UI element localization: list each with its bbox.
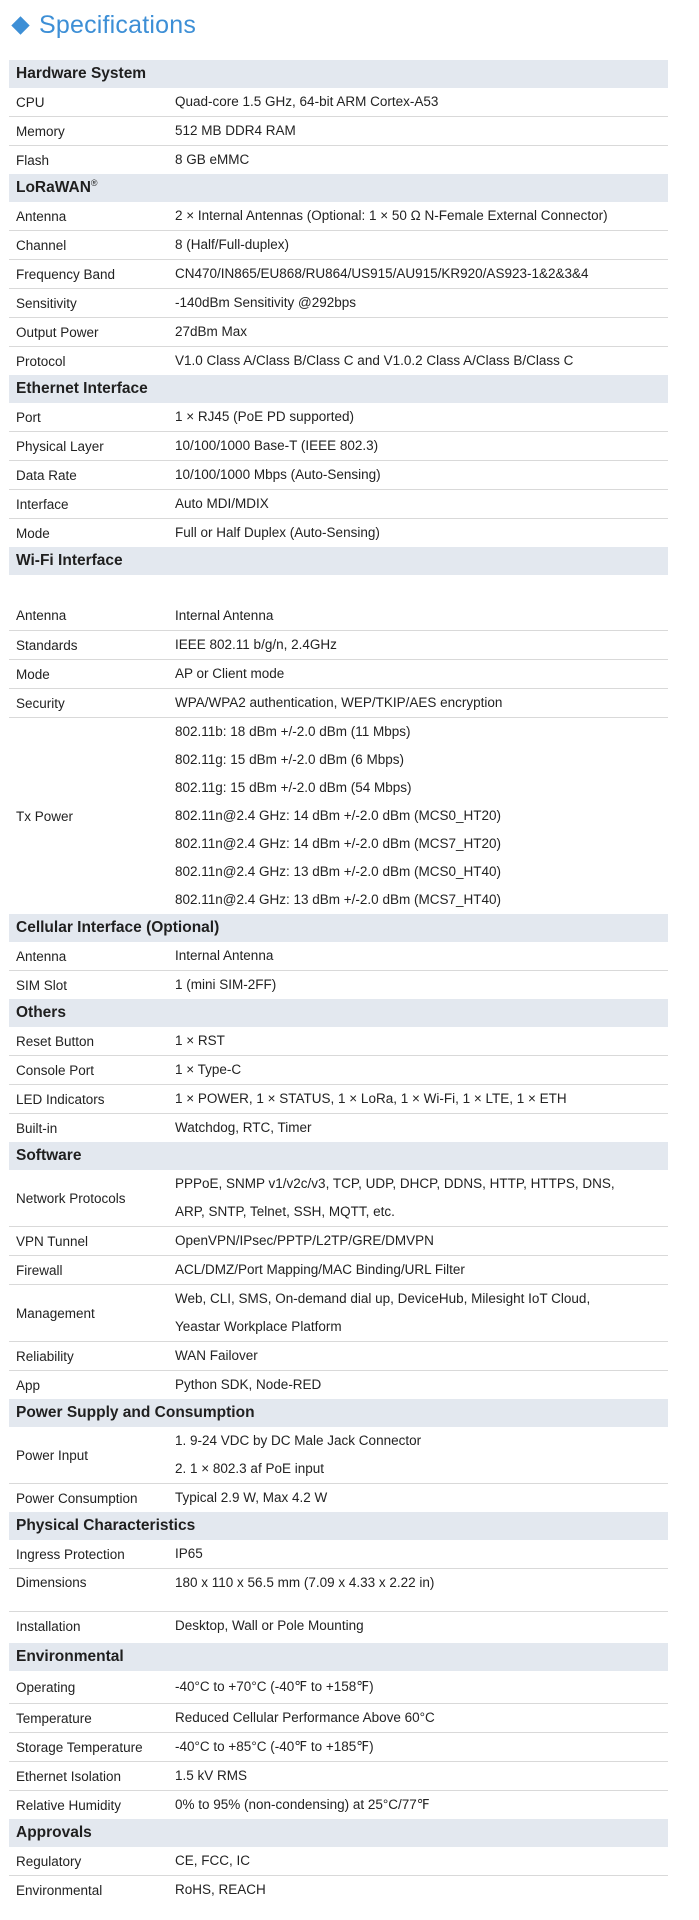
spec-value: ACL/DMZ/Port Mapping/MAC Binding/URL Filter (175, 1262, 465, 1277)
spec-label: App (16, 1377, 41, 1393)
spec-row (9, 1540, 668, 1569)
spec-label: Built-in (16, 1120, 58, 1136)
spec-value: Typical 2.9 W, Max 4.2 W (175, 1490, 328, 1505)
spec-value: Yeastar Workplace Platform (175, 1319, 342, 1334)
spec-row (9, 1085, 668, 1114)
spec-value: Reduced Cellular Performance Above 60°C (175, 1710, 435, 1725)
spec-value: 0% to 95% (non-condensing) at 25°C/77℉ (175, 1797, 430, 1812)
spec-value: V1.0 Class A/Class B/Class C and V1.0.2 Class A/Class B/Class C (175, 353, 574, 368)
section-header-software: Software (9, 1142, 668, 1170)
section-header-power: Power Supply and Consumption (9, 1399, 668, 1427)
spec-row (9, 1342, 668, 1371)
section-header-others: Others (9, 999, 668, 1027)
spec-row (9, 631, 668, 660)
spec-value: 1 × RST (175, 1033, 225, 1048)
spec-label: Console Port (16, 1062, 95, 1078)
tx-power-value: 802.11n@2.4 GHz: 14 dBm +/-2.0 dBm (MCS7_HT20) (175, 836, 501, 851)
spec-row (9, 347, 668, 375)
tx-power-value: 802.11g: 15 dBm +/-2.0 dBm (54 Mbps) (175, 780, 412, 795)
spec-label: Reset Button (16, 1033, 95, 1049)
spec-label: Memory (16, 123, 65, 139)
spec-label: Mode (16, 525, 50, 541)
spec-value: Internal Antenna (175, 948, 274, 963)
spec-table (9, 60, 668, 1904)
spec-row (9, 318, 668, 347)
spec-value: 1. 9-24 VDC by DC Male Jack Connector (175, 1433, 422, 1448)
spec-row (9, 1569, 668, 1612)
spec-row (9, 1114, 668, 1142)
spec-label: Output Power (16, 324, 99, 340)
spec-value: 8 (Half/Full-duplex) (175, 237, 290, 252)
spec-label: Channel (16, 237, 67, 253)
spec-value: -140dBm Sensitivity @292bps (175, 295, 357, 310)
spec-row (9, 202, 668, 231)
tx-power-value: 802.11b: 18 dBm +/-2.0 dBm (11 Mbps) (175, 724, 411, 739)
spec-label: Environmental (16, 1882, 103, 1898)
spec-label: Standards (16, 637, 78, 653)
spec-value: RoHS, REACH (175, 1882, 266, 1897)
spec-label: Protocol (16, 353, 66, 369)
spec-label: SIM Slot (16, 977, 68, 993)
spec-row (9, 1762, 668, 1791)
section-header-hardware: Hardware System (9, 60, 668, 88)
spec-value: Desktop, Wall or Pole Mounting (175, 1618, 364, 1633)
spec-label: Storage Temperature (16, 1739, 143, 1755)
spec-row (9, 117, 668, 146)
spec-value: AP or Client mode (175, 666, 285, 681)
spec-row (9, 289, 668, 318)
spec-row (9, 1427, 668, 1484)
spec-label: Flash (16, 152, 50, 168)
spec-row (9, 1371, 668, 1399)
spec-row (9, 1733, 668, 1762)
spec-row (9, 1671, 668, 1704)
spec-value: 10/100/1000 Mbps (Auto-Sensing) (175, 467, 381, 482)
spec-row (9, 1227, 668, 1256)
spec-label: Ingress Protection (16, 1546, 125, 1562)
spec-label: Mode (16, 666, 50, 682)
spec-value: 180 x 110 x 56.5 mm (7.09 x 4.33 x 2.22 in) (175, 1575, 435, 1590)
tx-power-value: 802.11n@2.4 GHz: 13 dBm +/-2.0 dBm (MCS0_HT40) (175, 864, 501, 879)
section-header-cellular: Cellular Interface (Optional) (9, 914, 668, 942)
spec-value: -40°C to +85°C (-40℉ to +185℉) (175, 1739, 374, 1754)
section-header-ethernet: Ethernet Interface (9, 375, 668, 403)
spec-label: Interface (16, 496, 69, 512)
spec-label (9, 575, 175, 630)
spec-value: Full or Half Duplex (Auto-Sensing) (175, 525, 380, 540)
section-header-environmental: Environmental (9, 1643, 668, 1671)
spec-label: Sensitivity (16, 295, 77, 311)
spec-label: Temperature (16, 1710, 92, 1726)
spec-value: 512 MB DDR4 RAM (175, 123, 296, 138)
spec-row (9, 689, 668, 718)
spec-label: Firewall (16, 1262, 63, 1278)
spec-row (9, 146, 668, 174)
diamond-icon (11, 16, 29, 34)
spec-row-tx-power (9, 718, 668, 914)
spec-row (9, 1847, 668, 1876)
spec-value: 1 × POWER, 1 × STATUS, 1 × LoRa, 1 × Wi-Fi, 1 × LTE, 1 × ETH (175, 1091, 567, 1106)
spec-label: Regulatory (16, 1853, 82, 1869)
spec-row (9, 1170, 668, 1227)
spec-label: Data Rate (16, 467, 77, 483)
spec-value: PPPoE, SNMP v1/v2c/v3, TCP, UDP, DHCP, DDNS, HTTP, HTTPS, DNS, (175, 1176, 615, 1191)
spec-row (9, 575, 668, 631)
page-title: Specifications (39, 10, 197, 39)
spec-value: 1 × Type-C (175, 1062, 242, 1077)
spec-value: IP65 (175, 1546, 203, 1561)
spec-value: 2 × Internal Antennas (Optional: 1 × 50 Ω N-Female External Connector) (175, 208, 608, 223)
spec-row (9, 231, 668, 260)
section-header-lorawan (9, 174, 668, 202)
spec-value: 1.5 kV RMS (175, 1768, 248, 1783)
spec-label: VPN Tunnel (16, 1233, 89, 1249)
spec-value: 10/100/1000 Base-T (IEEE 802.3) (175, 438, 379, 453)
registered-mark: ® (90, 177, 98, 188)
spec-row (9, 432, 668, 461)
spec-value: CN470/IN865/EU868/RU864/US915/AU915/KR920/AS923-1&2&3&4 (175, 266, 589, 281)
spec-value: 1 × RJ45 (PoE PD supported) (175, 409, 354, 424)
spec-label: Management (16, 1305, 95, 1321)
spec-label: Antenna (16, 208, 67, 224)
spec-label: Network Protocols (16, 1190, 126, 1206)
section-header-physical: Physical Characteristics (9, 1512, 668, 1540)
section-header-wifi: Wi-Fi Interface (9, 547, 668, 575)
spec-row (9, 1256, 668, 1285)
spec-value: Internal Antenna (175, 608, 274, 623)
spec-label: LED Indicators (16, 1091, 105, 1107)
spec-row (9, 490, 668, 519)
spec-value: ARP, SNTP, Telnet, SSH, MQTT, etc. (175, 1204, 395, 1219)
spec-row (9, 1612, 668, 1640)
spec-row (9, 519, 668, 547)
spec-value: OpenVPN/IPsec/PPTP/L2TP/GRE/DMVPN (175, 1233, 434, 1248)
spec-label: Security (16, 695, 65, 711)
spec-row (9, 1704, 668, 1733)
spec-label: Port (16, 409, 41, 425)
spec-label: Installation (16, 1618, 81, 1634)
spec-label (9, 1569, 175, 1597)
spec-value: IEEE 802.11 b/g/n, 2.4GHz (175, 637, 337, 652)
spec-label: Frequency Band (16, 266, 116, 282)
spec-row (9, 403, 668, 432)
section-title: LoRaWAN (16, 179, 91, 196)
spec-row (9, 942, 668, 971)
spec-value: 8 GB eMMC (175, 152, 250, 167)
tx-power-value: 802.11n@2.4 GHz: 13 dBm +/-2.0 dBm (MCS7_HT40) (175, 892, 501, 907)
spec-row (9, 1285, 668, 1342)
spec-row (9, 260, 668, 289)
spec-row (9, 88, 668, 117)
section-header-approvals: Approvals (9, 1819, 668, 1847)
spec-row (9, 1876, 668, 1904)
spec-value: Quad-core 1.5 GHz, 64-bit ARM Cortex-A53 (175, 94, 439, 109)
spec-value: -40°C to +70°C (-40℉ to +158℉) (175, 1679, 374, 1694)
spec-row (9, 1484, 668, 1512)
spec-label: Ethernet Isolation (16, 1768, 122, 1784)
spec-label: Tx Power (16, 808, 74, 824)
spec-value: 1 (mini SIM-2FF) (175, 977, 277, 992)
spec-value: 2. 1 × 802.3 af PoE input (175, 1461, 324, 1476)
spec-value: Python SDK, Node-RED (175, 1377, 322, 1392)
spec-row (9, 660, 668, 689)
spec-value: Auto MDI/MDIX (175, 496, 269, 511)
spec-row (9, 971, 668, 999)
spec-value: Watchdog, RTC, Timer (175, 1120, 312, 1135)
spec-row (9, 1027, 668, 1056)
spec-row (9, 1056, 668, 1085)
spec-value: CE, FCC, IC (175, 1853, 251, 1868)
spec-value: WAN Failover (175, 1348, 258, 1363)
spec-label: Power Consumption (16, 1490, 138, 1506)
spec-label: Power Input (16, 1447, 89, 1463)
spec-value: Web, CLI, SMS, On-demand dial up, DeviceHub, Milesight IoT Cloud, (175, 1291, 591, 1306)
page-header (10, 8, 196, 42)
spec-label: Operating (16, 1679, 76, 1695)
spec-label-text: Antenna (16, 608, 67, 623)
spec-row (9, 1791, 668, 1819)
spec-label-text: Dimensions (16, 1575, 87, 1590)
spec-label: CPU (16, 94, 45, 110)
spec-value: WPA/WPA2 authentication, WEP/TKIP/AES encryption (175, 695, 503, 710)
spec-value: 27dBm Max (175, 324, 248, 339)
spec-label: Reliability (16, 1348, 74, 1364)
spec-row (9, 461, 668, 490)
spec-label: Relative Humidity (16, 1797, 122, 1813)
tx-power-value: 802.11n@2.4 GHz: 14 dBm +/-2.0 dBm (MCS0_HT20) (175, 808, 501, 823)
spec-label: Physical Layer (16, 438, 104, 454)
spec-label: Antenna (16, 948, 67, 964)
tx-power-value: 802.11g: 15 dBm +/-2.0 dBm (6 Mbps) (175, 752, 404, 767)
